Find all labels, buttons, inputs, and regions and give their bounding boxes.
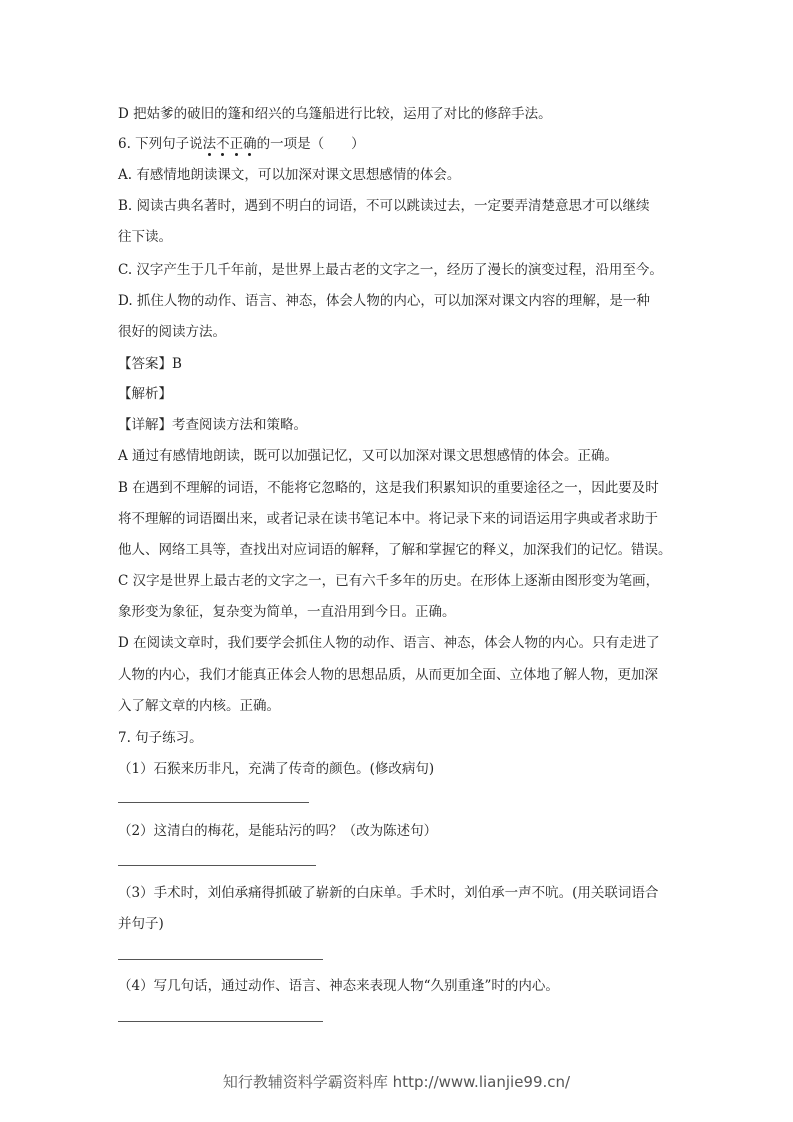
answer-blank-line [118,1021,323,1022]
option-d-line-1: D. 抓住人物的动作、语言、神态，体会人物的内心，可以加深对课文内容的理解，是一种 [118,293,650,309]
question-7-3-line-1: （3）手术时，刘伯承痛得抓破了崭新的白床单。手术时，刘伯承一声不吭。(用关联词语合 [118,885,659,901]
emphasis-char: 正 [229,136,244,152]
text-line: D 把姑爹的破旧的篷和绍兴的乌篷船进行比较，运用了对比的修辞手法。 [118,106,552,122]
analysis-label: 【解析】 [118,386,172,402]
analysis-d-line-3: 入了解文章的内核。正确。 [118,698,280,714]
emphasis-char: 法 [202,136,217,152]
question-7-title: 7. 句子练习。 [118,730,203,746]
option-b-line-1: B. 阅读古典名著时，遇到不明白的词语，不可以跳读过去，一定要弄清楚意思才可以继续 [118,198,650,214]
analysis-d-line-1: D 在阅读文章时，我们要学会抓住人物的动作、语言、神态，体会人物的内心。只有走进了 [118,635,660,651]
analysis-b-line-2: 将不理解的词语圈出来，或者记录在读书笔记本中。将记录下来的词语运用字典或者求助于 [118,511,658,527]
question-7-4: （4）写几句话，通过动作、语言、神态来表现人物“久别重逢”时的内心。 [118,978,559,994]
question-7-1: （1）石猴来历非凡，充满了传奇的颜色。(修改病句) [118,761,435,777]
question-7-3-line-2: 并句子) [118,916,164,932]
detail-label: 【详解】考查阅读方法和策略。 [118,417,307,433]
answer-blank-line [118,865,316,866]
question-6-suffix: 的一项是（ ） [256,136,365,152]
option-a: A. 有感情地朗读课文，可以加深对课文思想感情的体会。 [118,167,461,183]
question-7-2: （2）这清白的梅花，是能玷污的吗？（改为陈述句） [118,823,438,839]
analysis-b-line-3: 他人、网络工具等，查找出对应词语的解释，了解和掌握它的释义，加深我们的记忆。错误。 [118,542,672,558]
analysis-c-line-2: 象形变为象征，复杂变为简单，一直沿用到今日。正确。 [118,604,456,620]
watermark-footer: 知行教辅资料学霸资料库 http://www.lianjie99.cn/ [222,1073,571,1091]
analysis-b-line-1: B 在遇到不理解的词语，不能将它忽略的，这是我们积累知识的重要途径之一，因此要及时 [118,480,659,496]
analysis-a: A 通过有感情地朗读，既可以加强记忆，又可以加深对课文思想感情的体会。正确。 [118,448,619,464]
answer-label: 【答案】B [118,356,182,372]
answer-blank-line [118,802,309,803]
analysis-d-line-2: 人物的内心，我们才能真正体会人物的思想品质，从而更加全面、立体地了解人物，更加深 [118,667,658,683]
question-6-prefix: 6. 下列句子说 [118,136,203,152]
option-d-line-2: 很好的阅读方法。 [118,324,226,340]
option-b-line-2: 往下读。 [118,229,172,245]
analysis-c-line-1: C 汉字是世界上最古老的文字之一，已有六千多年的历史。在形体上逐渐由图形变为笔画， [118,573,660,589]
emphasis-char: 确 [243,136,257,152]
option-c: C. 汉字产生于几千年前，是世界上最古老的文字之一，经历了漫长的演变过程，沿用至今。 [118,262,663,278]
emphasis-char: 不 [216,136,230,152]
answer-blank-line [118,959,323,960]
question-6-stem [118,135,678,153]
